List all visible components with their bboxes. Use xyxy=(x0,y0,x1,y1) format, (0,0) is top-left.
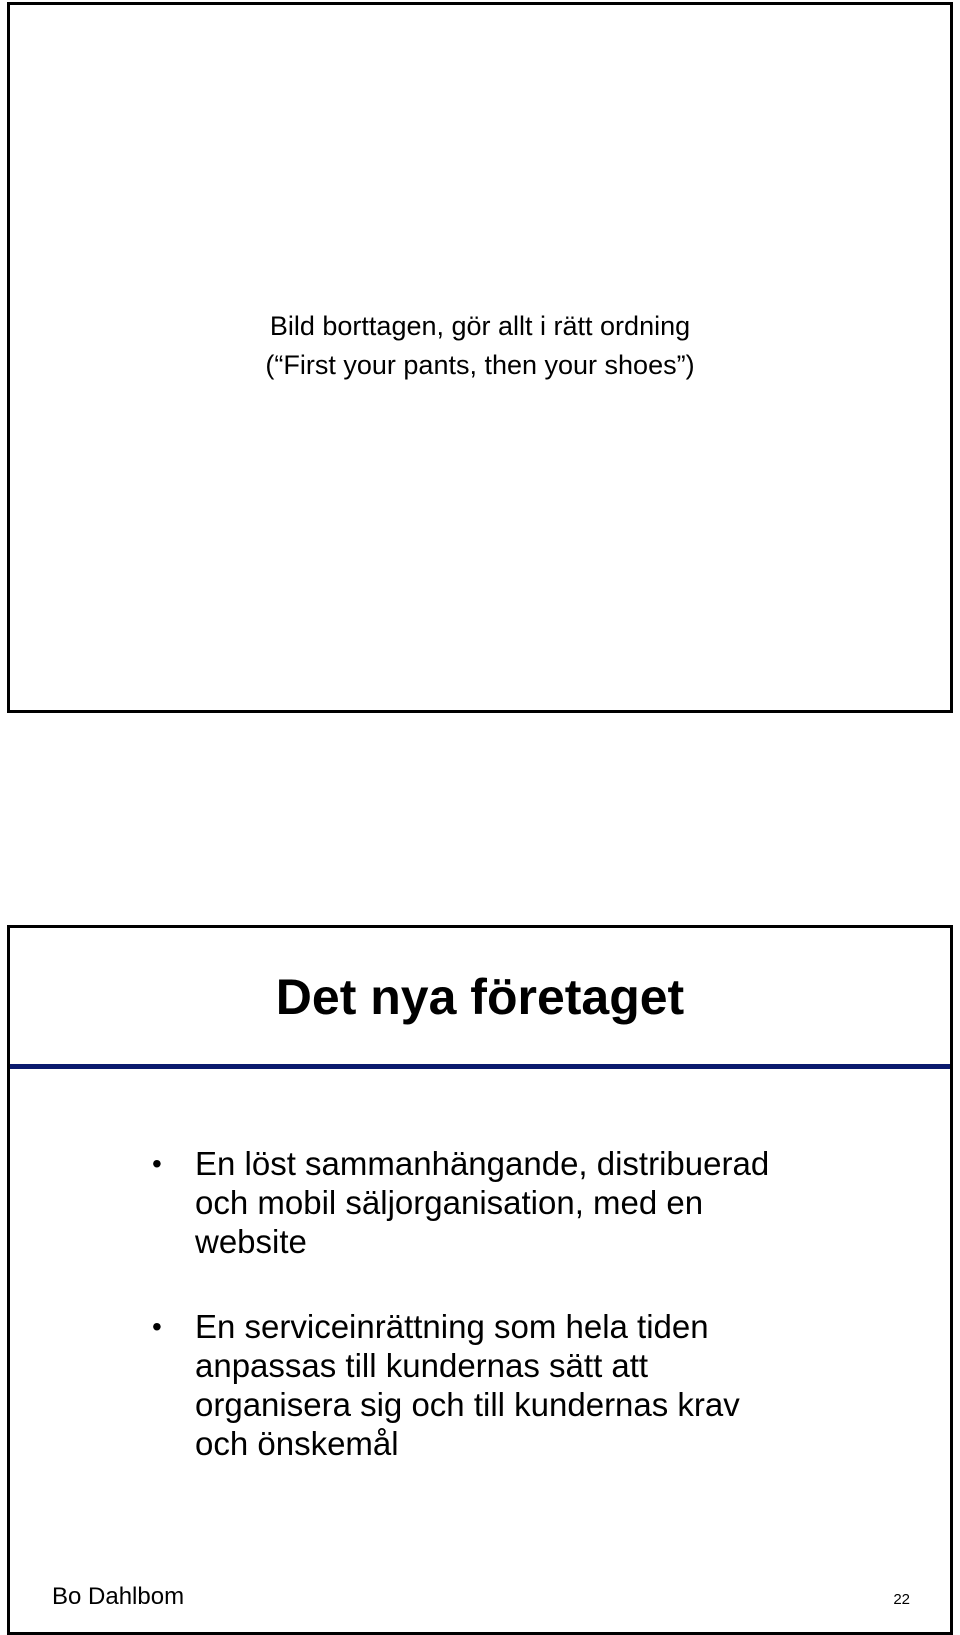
slide-top xyxy=(7,2,953,713)
bullet-line: och önskemål xyxy=(195,1425,399,1462)
bullet-dot-icon: • xyxy=(152,1311,162,1342)
page-number: 22 xyxy=(893,1591,910,1608)
removed-note-line: (“First your pants, then your shoes”) xyxy=(265,350,695,380)
image-removed-note xyxy=(10,307,950,385)
bullet-line: En löst sammanhängande, distribuerad xyxy=(195,1145,770,1182)
slide-bottom xyxy=(7,925,953,1635)
bullet-line: organisera sig och till kundernas krav xyxy=(195,1386,740,1423)
bullet-item xyxy=(150,1144,930,1261)
bullet-list xyxy=(150,1144,930,1509)
bullet-line: En serviceinrättning som hela tiden xyxy=(195,1308,709,1345)
removed-note-line: Bild borttagen, gör allt i rätt ordning xyxy=(269,311,691,341)
title-divider xyxy=(10,1064,950,1069)
bullet-line: website xyxy=(195,1223,307,1260)
bullet-line: och mobil säljorganisation, med en xyxy=(195,1184,704,1221)
slide-title: Det nya företaget xyxy=(275,969,685,1025)
bullet-dot-icon: • xyxy=(152,1148,162,1179)
bullet-item xyxy=(150,1307,930,1463)
footer-author: Bo Dahlbom xyxy=(52,1583,185,1610)
bullet-line: anpassas till kundernas sätt att xyxy=(195,1347,649,1384)
